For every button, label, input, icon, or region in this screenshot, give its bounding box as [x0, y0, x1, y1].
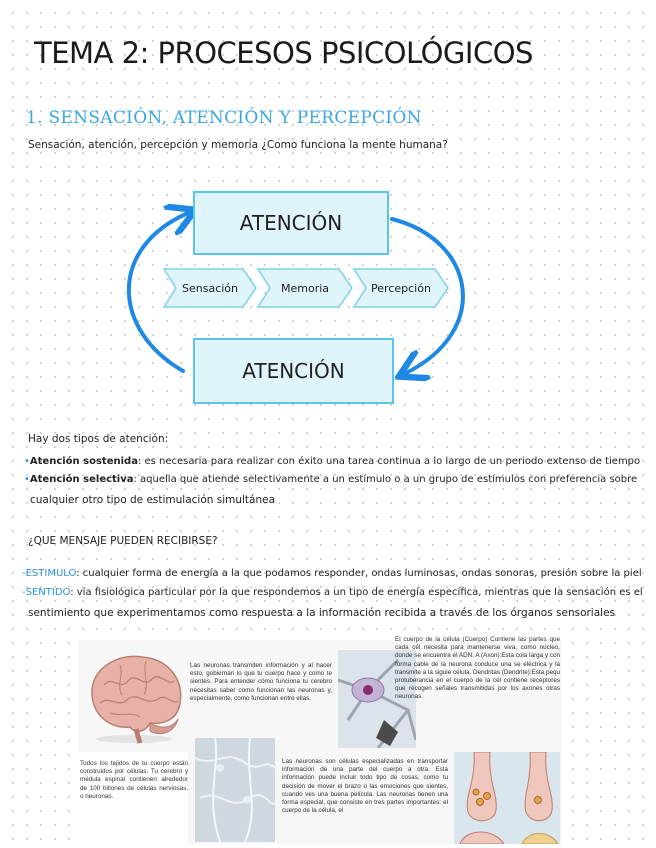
term-estimulo: ESTIMULO	[25, 568, 77, 579]
text-sentido-cont: sentimiento que experimentamos como respuesta a la información recibida a través de los órganos sensoriales	[28, 607, 616, 619]
step-label: Sensación	[182, 281, 238, 295]
step-percepcion	[353, 268, 449, 308]
collage-text-left: Todos los tejidos de tu cuerpo están construidos por células. Tu cerebro y médula espinal contienen alrededor de 100 billones de células nerviosas, o neuronas.	[80, 760, 188, 800]
step-memoria	[257, 268, 353, 308]
section-heading: 1. SENSACIÓN, ATENCIÓN Y PERCEPCIÓN	[26, 108, 422, 128]
step-label: Memoria	[280, 281, 330, 295]
text-selectiva-cont: cualquier otro tipo de estimulación simultánea	[30, 494, 276, 506]
subtitle: Sensación, atención, percepción y memoria ¿Como funciona la mente humana?	[28, 139, 448, 151]
page-title: TEMA 2: PROCESOS PSICOLÓGICOS	[34, 36, 533, 70]
mensaje-heading: ¿QUE MENSAJE PUEDEN RECIBIRSE?	[28, 535, 218, 547]
neuron-network-image	[195, 738, 275, 842]
term-selectiva: Atención selectiva	[29, 474, 134, 485]
synapse-illustration	[454, 752, 560, 844]
term-sostenida: Atención sostenida	[29, 456, 138, 467]
brain-illustration	[80, 645, 188, 745]
attention-sostenida	[24, 456, 640, 467]
collage-text-right: El cuerpo de la célula (Cuerpo) Contiene las partes que cada cél necesita para mantenerse viva, como núcleo, donde se encuentra el ADN. A (Axon):Esta cola larga y con forma cable de la neurona conduce una se eléctrica y la transmite a la siguie célula. Dendritas (Dendrite):Esta pequ protuberancia en el cuerpo de la cél contiene receptores que recogen señales transmitidas por los axones otras neuronas.	[395, 636, 560, 701]
text-selectiva: : aquella que atiende selectivamente a un estímulo o a un grupo de estímulos con preferencia sobre	[133, 474, 638, 485]
collage-text-mid: Las neuronas son células especializadas en transportar información de una parte del cuerpo a otra. Esta información puede incluir todo tipo de cosas, como tu decisión de mover el brazo o las emociones que sientes, cuando ves una buena película. Las neuronas tienen una forma especial, que consiste en tres partes importantes: el cuerpo de la célula, el	[282, 758, 448, 815]
text-sostenida: : es necesaria para realizar con éxito una tarea continua a lo largo de un periodo extenso de tiempo	[137, 456, 641, 467]
step-label: Percepción	[371, 281, 431, 295]
attention-box-top: ATENCIÓN	[193, 191, 389, 255]
attention-box-bottom: ATENCIÓN	[193, 338, 394, 404]
text-estimulo: : cualquier forma de energía a la que podamos responder, ondas luminosas, ondas sonoras, presión sobre la piel	[76, 568, 642, 579]
estimulo-line	[22, 568, 642, 579]
bullet-dash: -	[22, 587, 26, 598]
sentido-line	[22, 587, 643, 598]
attention-selectiva	[24, 474, 637, 485]
bullet-dot: •	[24, 474, 30, 485]
attention-intro: Hay dos tipos de atención:	[28, 433, 169, 445]
term-sentido: SENTIDO	[25, 587, 71, 598]
collage-text-top: Las neuronas transmiten información y al hacer esto, gobiernan lo que tu cuerpo hace y como te sientes. Para entender cómo funciona tu cerebro necesitas saber como funcionan las neuronas y, especialmente, como funcionan entre ellas.	[190, 662, 332, 702]
text-sentido: : vía fisiológica particular por la que respondemos a un tipo de energía específica, mientras que la sensación es el	[70, 587, 643, 598]
bullet-dash: -	[22, 568, 26, 579]
bullet-dot: •	[24, 456, 30, 467]
step-sensacion	[163, 268, 257, 308]
